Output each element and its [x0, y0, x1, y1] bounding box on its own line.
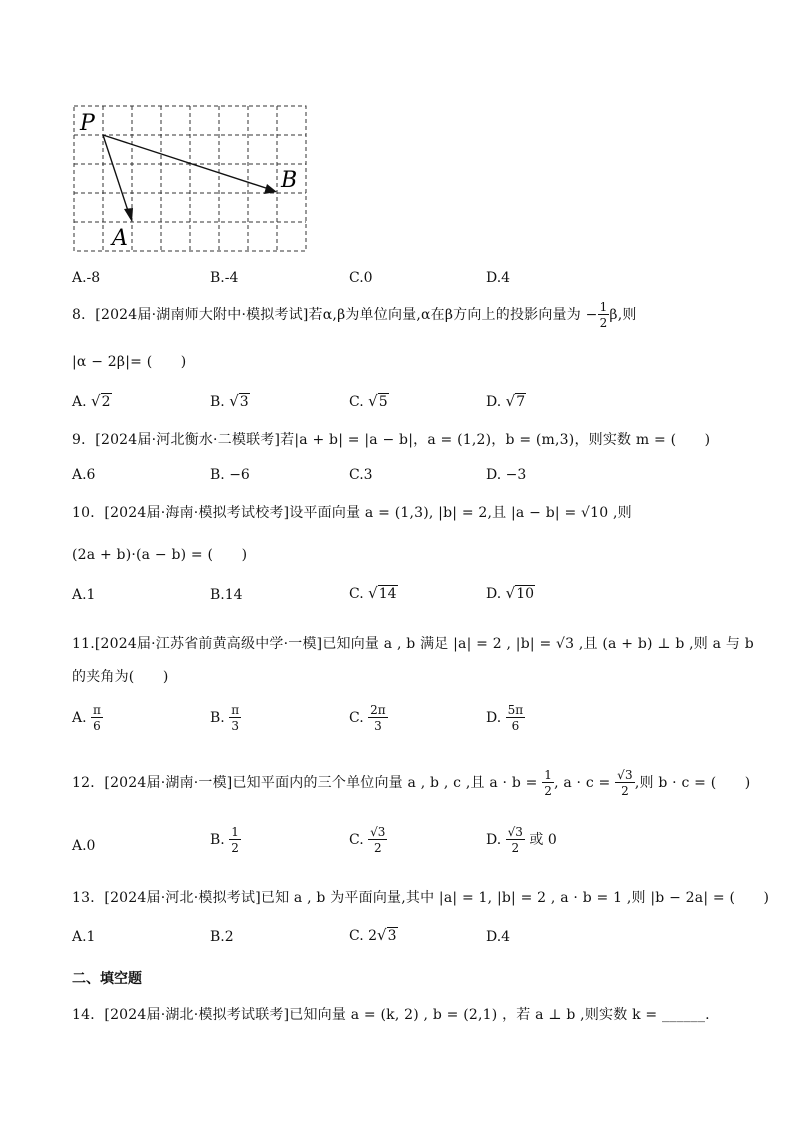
q13-stem: 13．[2024届·河北·模拟考试]已知 a , b 为平面向量,其中 |a| = 1, |b| = 2 , a · b = 1 ,则 |b − 2a| = ( ) — [72, 890, 770, 906]
q8-stem-end: β,则 — [609, 307, 637, 323]
q8-option-d: D. √7 — [486, 392, 526, 410]
q7-option-c: C.0 — [349, 270, 373, 286]
point-p-label: P — [80, 111, 95, 136]
q11-line2: 的夹角为( ) — [72, 669, 169, 685]
q11-option-a: A. $\frac{\pi}{6}$ — [72, 703, 101, 733]
q13-option-d: D.4 — [486, 929, 511, 945]
point-b-label: B — [281, 168, 298, 193]
vector-pb-arrowhead — [264, 184, 277, 194]
q12-option-d: D. $\frac{√3}{2}$ 或 0 — [486, 825, 557, 855]
q9-option-c: C.3 — [349, 467, 373, 483]
q10-option-b: B.14 — [210, 587, 243, 603]
q12-option-c: C. $\frac{√3}{2}$ — [349, 825, 386, 855]
vector-grid-figure — [72, 104, 312, 254]
q10-option-a: A.1 — [72, 587, 96, 603]
q8-option-b: B. √3 — [210, 392, 249, 410]
q12-stem: 12．[2024届·湖南·一模]已知平面内的三个单位向量 a , b , c ,且 a · b = $\frac{1}{2}$ , a · c = $\frac{√3}{2}$ ,则 b · c = ( ) — [72, 768, 751, 798]
q7-option-d: D.4 — [486, 270, 511, 286]
q11-option-b: B. $\frac{\pi}{3}$ — [210, 703, 240, 733]
q9-option-b: B. −6 — [210, 467, 250, 483]
q8-fraction: $\frac{1}{2}$ — [599, 300, 608, 330]
q12-option-b: B. $\frac{1}{2}$ — [210, 825, 239, 855]
q10-option-c: C. √14 — [349, 584, 397, 602]
q12-fraction-2: $\frac{√3}{2}$ — [617, 768, 633, 798]
vector-pa — [103, 135, 130, 217]
q14-stem: 14．[2024届·湖北·模拟考试联考]已知向量 a = (k, 2) , b = (2,1) ，若 a ⊥ b ,则实数 k = ______. — [72, 1007, 710, 1023]
q12-option-a: A.0 — [72, 838, 96, 854]
q10-option-d: D. √10 — [486, 584, 535, 602]
q11-stem: 11.[2024届·江苏省前黄高级中学·一模]已知向量 a , b 满足 |a| = 2 , |b| = √3 ,且 (a + b) ⊥ b ,则 a 与 b — [72, 636, 754, 652]
section-heading-fill-in: 二、填空题 — [72, 971, 142, 987]
vector-pb — [103, 135, 272, 190]
q9-option-a: A.6 — [72, 467, 96, 483]
q8-option-a: A. √2 — [72, 392, 111, 410]
q8-stem: 8．[2024届·湖南师大附中·模拟考试]若α,β为单位向量,α在β方向上的投影向量为 − $\frac{1}{2}$ β,则 — [72, 300, 637, 330]
q8-option-c: C. √5 — [349, 392, 388, 410]
q13-option-b: B.2 — [210, 929, 234, 945]
q9-stem: 9．[2024届·河北衡水·二模联考]若|a + b| = |a − b|，a = (1,2)，b = (m,3)，则实数 m = ( ) — [72, 432, 711, 448]
q9-option-d: D. −3 — [486, 467, 527, 483]
q7-option-b: B.-4 — [210, 270, 239, 286]
vector-pa-arrowhead — [124, 208, 133, 222]
q8-line2: |α − 2β|= ( ) — [72, 354, 187, 370]
q13-option-c: C. 2√3 — [349, 926, 397, 944]
grid-lines — [74, 106, 306, 251]
point-a-label: A — [112, 226, 128, 251]
q13-option-a: A.1 — [72, 929, 96, 945]
q10-stem: 10．[2024届·海南·模拟考试校考]设平面向量 a = (1,3), |b| = 2,且 |a − b| = √10 ,则 — [72, 505, 632, 521]
q10-line2: (2a + b)·(a − b) = ( ) — [72, 547, 248, 563]
q11-option-c: C. $\frac{2\pi}{3}$ — [349, 703, 386, 733]
q12-fraction-1: $\frac{1}{2}$ — [544, 768, 553, 798]
q8-stem-text: 8．[2024届·湖南师大附中·模拟考试]若α,β为单位向量,α在β方向上的投影向量为 — [72, 307, 581, 323]
q11-option-d: D. $\frac{5\pi}{6}$ — [486, 703, 524, 733]
q7-option-a: A.-8 — [72, 270, 101, 286]
